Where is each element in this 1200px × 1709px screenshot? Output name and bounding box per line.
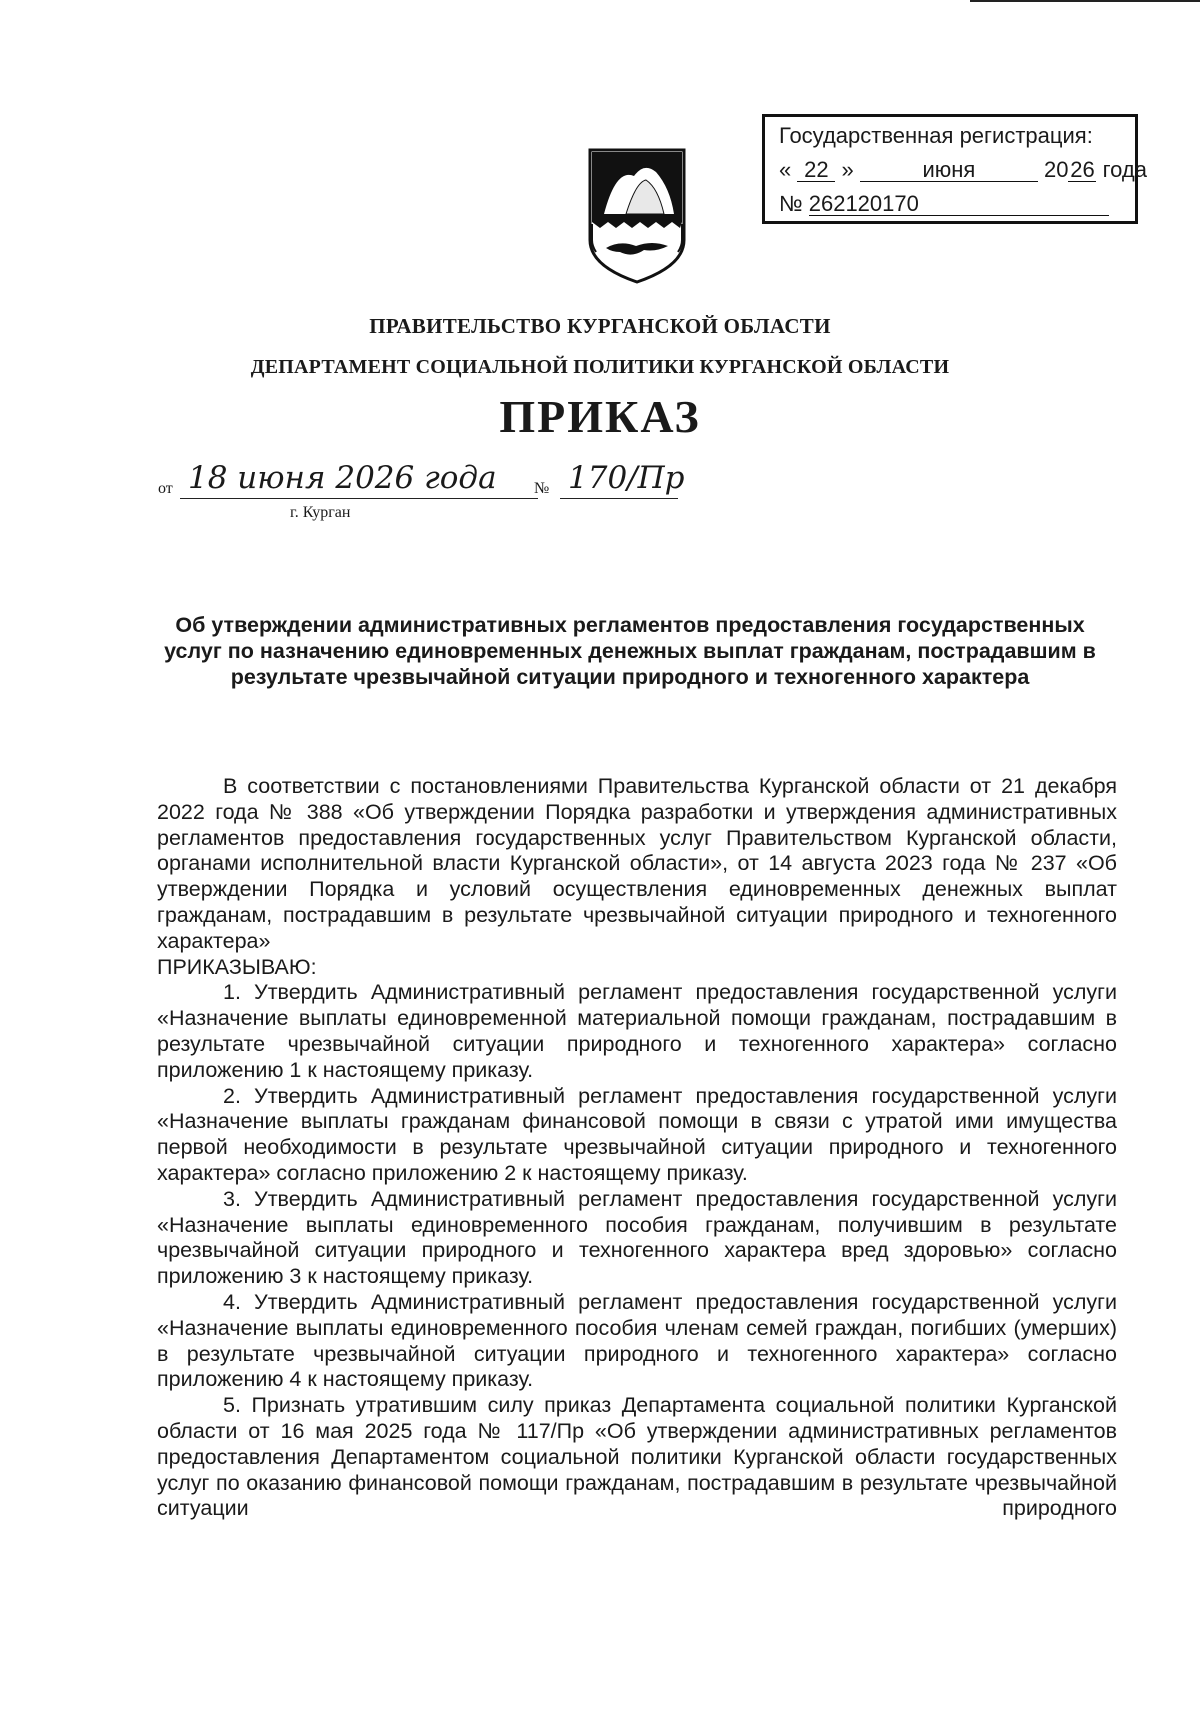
- order-item-4: 4. Утвердить Административный регламент предоставления государственной услуги «Назначение выплаты единовременного пособия членам семей граждан, погибших (умерших) в результате чрезвычайной ситуации природного и техногенного характера» согласно приложению 4 к настоящему приказу.: [157, 1289, 1117, 1392]
- registration-year-word: года: [1102, 157, 1147, 182]
- order-city: г. Курган: [290, 504, 351, 521]
- registration-open-quote: «: [779, 157, 792, 182]
- order-subject-title: Об утверждении административных регламентов предоставления государственных услуг по назначению единовременных денежных выплат гражданам, пострадавшим в результате чрезвычайной ситуации природного и техногенного характера: [164, 613, 1096, 689]
- order-item-1: 1. Утвердить Административный регламент предоставления государственной услуги «Назначение выплаты единовременной материальной помощи гражданам, пострадавшим в результате чрезвычайной ситуации природного и техногенного характера» согласно приложению 1 к настоящему приказу.: [157, 980, 1117, 1082]
- order-date-handwritten: 18 июня 2026 года: [180, 458, 538, 499]
- registration-number-prefix: №: [779, 191, 803, 216]
- coat-of-arms-emblem: [586, 148, 688, 292]
- preamble-paragraph: В соответствии с постановлениями Правительства Курганской области от 21 декабря 2022 года № 388 «Об утверждении Порядка разработки и утверждения административных регламентов предоставления государственных услуг Правительством Курганской области, органами исполнительной власти Курганской области», от 14 августа 2023 года № 237 «Об утверждении Порядка и условий осуществления единовременных денежных выплат гражданам, пострадавшим в результате чрезвычайной ситуации природного и техногенного характера»: [157, 774, 1117, 953]
- registration-number-line: [779, 191, 1135, 225]
- order-number-handwritten: 170/Пр: [560, 458, 678, 499]
- document-type-title: ПРИКАЗ: [499, 391, 701, 442]
- scan-edge-line: [970, 0, 1200, 2]
- registration-title: Государственная регистрация:: [779, 123, 1093, 148]
- registration-close-quote: »: [841, 157, 854, 182]
- command-word: ПРИКАЗЫВАЮ:: [157, 954, 317, 979]
- registration-stamp: [762, 114, 1147, 224]
- registration-date-line: [779, 157, 1147, 191]
- order-from-label: от: [158, 480, 173, 497]
- department-name: ДЕПАРТАМЕНТ СОЦИАЛЬНОЙ ПОЛИТИКИ КУРГАНСКОЙ ОБЛАСТИ: [250, 356, 950, 378]
- order-item-2: 2. Утвердить Административный регламент предоставления государственной услуги «Назначение выплаты гражданам финансовой помощи в связи с утратой ими имущества первой необходимости в результате чрезвычайной ситуации природного и техногенного характера» согласно приложению 2 к настоящему приказу.: [157, 1083, 1117, 1185]
- registration-day: 22: [797, 159, 835, 182]
- registration-month: июня: [860, 159, 1038, 182]
- registration-year-prefix: 20: [1044, 157, 1069, 182]
- government-name: ПРАВИТЕЛЬСТВО КУРГАНСКОЙ ОБЛАСТИ: [369, 314, 831, 338]
- order-date-number-line: [158, 458, 718, 518]
- order-item-3: 3. Утвердить Административный регламент предоставления государственной услуги «Назначение выплаты единовременного пособия гражданам, получившим в результате чрезвычайной ситуации природного и техногенного характера вред здоровью» согласно приложению 3 к настоящему приказу.: [157, 1186, 1117, 1289]
- order-item-5: 5. Признать утратившим силу приказ Департамента социальной политики Курганской области от 16 мая 2025 года № 117/Пр «Об утверждении административных регламентов предоставления Департаментом социальной политики Курганской области государственных услуг по оказанию финансовой помощи гражданам, пострадавшим в результате чрезвычайной ситуации природного: [157, 1393, 1117, 1521]
- order-number-label: №: [534, 480, 550, 497]
- registration-year-suffix: 26: [1070, 157, 1095, 182]
- registration-number: 262120170: [809, 193, 1109, 216]
- order-body: [157, 774, 1117, 1522]
